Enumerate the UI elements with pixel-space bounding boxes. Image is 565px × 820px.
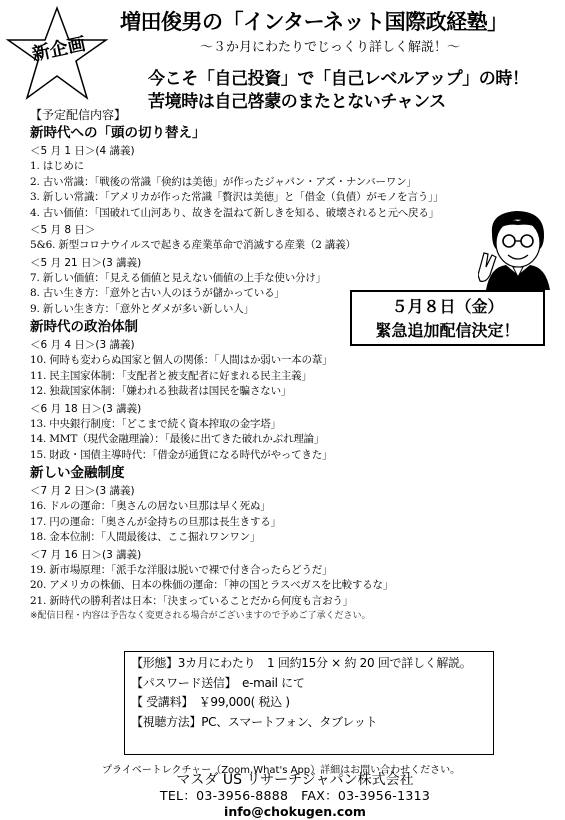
lecture-item: 12. 独裁国家体制：「嫌われる独裁者は国民を騙さない」 — [30, 385, 292, 397]
lecture-item: 8. 古い生き方：「意外と古い人のほうが儲かっている」 — [30, 287, 285, 299]
announcement-date: ５月８日（金） — [391, 297, 504, 316]
lecture-item: 2. 古い常識：「戦後の常識「倹約は美徳」が作ったジャパン・アズ・ナンバーワン」 — [30, 175, 417, 188]
email-address[interactable]: info@chokugen.com — [224, 804, 366, 819]
footer — [100, 772, 490, 820]
private-lecture-note: プライベートレクチャー（Zoom,What's App）詳細はお問い合わせください。 — [102, 765, 461, 776]
schedule-note: ※配信日程・内容は予告なく変更される場合がございますので予めご了承ください。 — [30, 611, 371, 621]
page-subtitle: ～３か月にわたりでじっくり詳しく解説！～ — [200, 40, 461, 55]
lecture-item: 5&6. 新型コロナウイルスで起きる産業革命で消滅する産業（2 講義） — [30, 239, 356, 251]
schedule-date: ＜7 月 16 日＞(3 講義) — [30, 548, 142, 561]
info-row: 【形態】3カ月にわたり 1 回約15分 × 約 20 回で詳しく解説。 — [131, 656, 472, 670]
info-row: 【 受講料】 ￥99,000( 税込 ) — [131, 695, 290, 709]
lecture-item: 13. 中央銀行制度：「どこまで続く資本搾取の金字塔」 — [30, 417, 281, 430]
headline-1: 今こそ「自己投資」で「自己レベルアップ」の時！ — [148, 69, 529, 89]
info-row: 【視聴方法】PC、スマートフォン、タブレット — [131, 714, 378, 729]
schedule-date: ＜6 月 18 日＞(3 講義) — [30, 402, 142, 415]
lecture-item: 18. 金本位制：「人間最後は、ここ掘れワンワン」 — [30, 531, 261, 543]
lecture-item: 19. 新市場原理：「派手な洋服は脱いで裸で付き合ったらどうだ」 — [30, 563, 333, 576]
cartoon-portrait-icon — [478, 205, 558, 290]
schedule-date: ＜7 月 2 日＞(3 講義) — [30, 485, 135, 497]
section-heading: 新時代への「頭の切り替え」 — [30, 125, 206, 141]
tel-fax: TEL：03-3956-8888 FAX：03-3956-1313 — [159, 788, 431, 803]
schedule-date: ＜5 月 1 日＞(4 講義) — [30, 145, 135, 157]
badge-text: 新企画 — [30, 33, 88, 66]
schedule-date: ＜5 月 21 日＞(3 講義) — [30, 256, 142, 269]
lecture-item: 10. 何時も変わらぬ国家と個人の関係：「人間はか弱い一本の葦」 — [30, 354, 333, 366]
lecture-item: 20. アメリカの株価、日本の株価の運命：「神の国とラスベガスを比較するな」 — [30, 579, 394, 591]
lecture-item: 7. 新しい価値：「見える価値と見えない価値の上手な使い分け」 — [30, 271, 326, 284]
lecture-item: 16. ドルの運命：「奥さんの居ない旦那は早く死ぬ」 — [30, 500, 271, 512]
section-heading: 新時代の政治体制 — [30, 319, 138, 335]
company-name: マスダ US リサーチジャパン株式会社 — [176, 772, 414, 788]
info-row: 【パスワード送信】 e-mail にて — [131, 675, 305, 690]
lecture-item: 3. 新しい常識：「アメリカが作った常識「贅沢は美徳」と「借金（負債）がモノを言う」」 — [30, 191, 444, 203]
lecture-item: 11. 民主国家体制：「支配者と被支配者に好まれる民主主義」 — [30, 369, 312, 382]
page-title: 増田俊男の「インターネット国際政経塾」 — [120, 10, 508, 34]
lecture-item: 1. はじめに — [30, 160, 84, 172]
section-heading: 新しい金融制度 — [30, 465, 125, 481]
schedule-label: 【予定配信内容】 — [30, 108, 127, 122]
announcement-text: 緊急追加配信決定！ — [375, 321, 520, 340]
headline-2: 苦境時は自己啓蒙のまたとないチャンス — [148, 92, 446, 112]
schedule — [30, 108, 530, 623]
announcement-box — [350, 290, 545, 346]
info-box — [124, 651, 494, 755]
lecture-item: 21. 新時代の勝利者は日本：「決まっていることだから何度も言おう」 — [30, 594, 353, 607]
lecture-item: 15. 財政・国債主導時代：「借金が通貨になる時代がやってきた」 — [30, 448, 333, 461]
lecture-item: 9. 新しい生き方：「意外とダメが多い新しい人」 — [30, 302, 254, 315]
schedule-date: ＜5 月 8 日＞ — [30, 224, 96, 236]
lecture-item: 4. 古い価値：「国破れて山河あり、故きを温ねて新しきを知る、破壊されると元へ戻る」 — [30, 206, 439, 219]
lecture-item: 14. MMT（現代金融理論）：「最後に出てきた破れかぶれ理論」 — [30, 433, 325, 445]
lecture-item: 17. 円の運命：「奥さんが金持ちの旦那は長生きする」 — [30, 515, 281, 528]
schedule-date: ＜6 月 4 日＞(3 講義) — [30, 339, 135, 351]
